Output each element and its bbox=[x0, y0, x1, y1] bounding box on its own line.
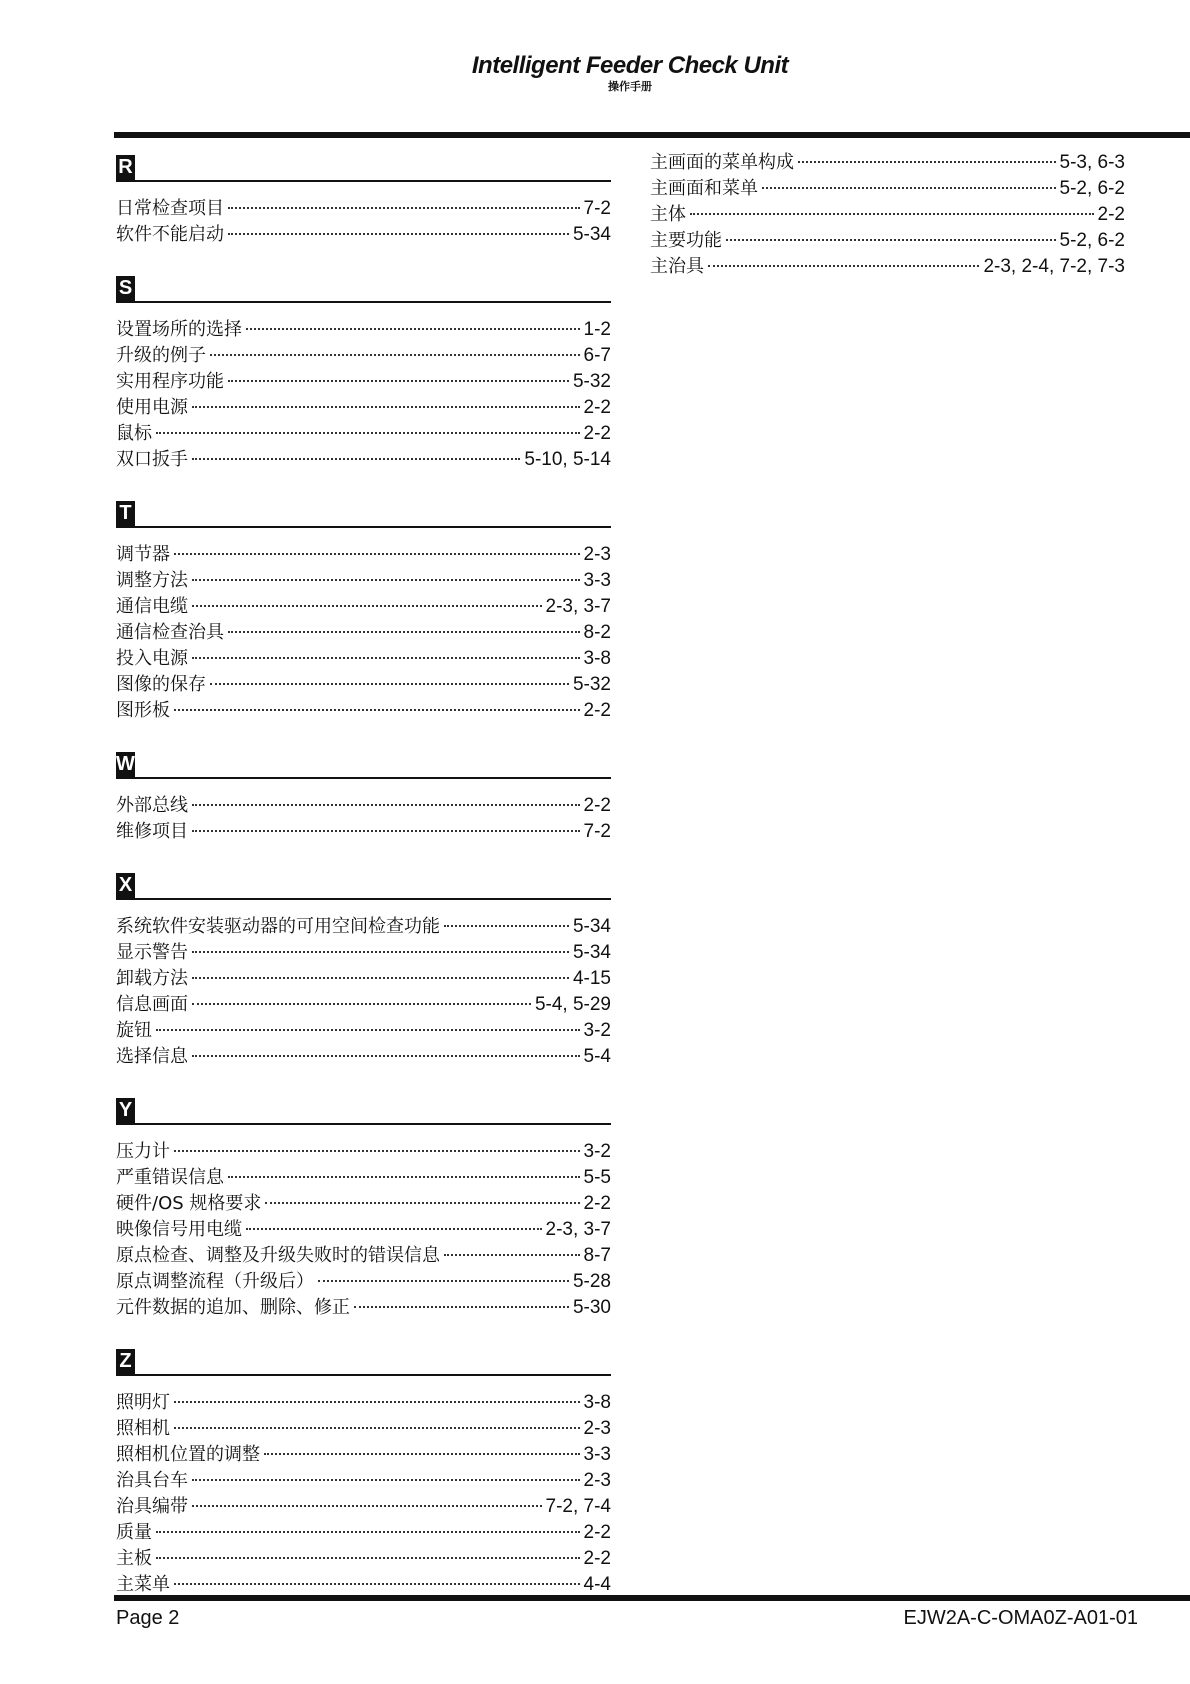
section-letter: T bbox=[116, 501, 135, 526]
dot-leader bbox=[228, 233, 569, 235]
dot-leader bbox=[192, 804, 580, 806]
index-entry bbox=[116, 646, 611, 672]
index-term: 升级的例子 bbox=[116, 345, 206, 366]
index-entry bbox=[116, 819, 611, 845]
index-entry bbox=[116, 698, 611, 724]
index-term: 投入电源 bbox=[116, 648, 188, 669]
dot-leader bbox=[690, 213, 1094, 215]
index-term: 系统软件安装驱动器的可用空间检查功能 bbox=[116, 916, 440, 937]
index-pages: 2-3 bbox=[583, 1418, 611, 1439]
index-entry bbox=[650, 228, 1125, 254]
section-heading bbox=[116, 868, 611, 900]
index-pages: 5-5 bbox=[583, 1167, 611, 1188]
dot-leader bbox=[192, 605, 542, 607]
index-pages: 1-2 bbox=[583, 319, 611, 340]
dot-leader bbox=[174, 709, 580, 711]
dot-leader bbox=[156, 1531, 580, 1533]
index-entry bbox=[650, 202, 1125, 228]
index-section bbox=[116, 1344, 611, 1598]
index-pages: 7-2 bbox=[583, 198, 611, 219]
index-entry bbox=[650, 176, 1125, 202]
dot-leader bbox=[726, 239, 1056, 241]
index-term: 治具台车 bbox=[116, 1470, 188, 1491]
dot-leader bbox=[228, 631, 580, 633]
index-entry bbox=[116, 196, 611, 222]
index-right-column bbox=[650, 150, 1125, 280]
index-pages: 5-4, 5-29 bbox=[534, 994, 611, 1015]
footer-rule bbox=[114, 1595, 1190, 1601]
dot-leader bbox=[174, 1583, 580, 1585]
index-term: 主体 bbox=[650, 204, 686, 225]
index-pages: 2-3, 2-4, 7-2, 7-3 bbox=[983, 256, 1125, 277]
index-section bbox=[116, 1093, 611, 1321]
index-term: 通信检查治具 bbox=[116, 622, 224, 643]
index-term: 卸载方法 bbox=[116, 968, 188, 989]
index-pages: 2-2 bbox=[583, 1522, 611, 1543]
index-term: 维修项目 bbox=[116, 821, 188, 842]
index-pages: 4-15 bbox=[572, 968, 611, 989]
index-entry bbox=[116, 1295, 611, 1321]
index-section bbox=[116, 747, 611, 845]
index-pages: 3-8 bbox=[583, 648, 611, 669]
index-entry bbox=[116, 395, 611, 421]
index-entry bbox=[116, 317, 611, 343]
page-number: Page 2 bbox=[116, 1607, 180, 1629]
index-left-column bbox=[116, 150, 611, 1621]
page-header bbox=[0, 52, 1190, 94]
index-term: 照明灯 bbox=[116, 1392, 170, 1413]
index-term: 质量 bbox=[116, 1522, 152, 1543]
header-rule bbox=[114, 132, 1190, 138]
index-entry bbox=[116, 568, 611, 594]
section-heading bbox=[116, 150, 611, 182]
index-pages: 7-2 bbox=[583, 821, 611, 842]
index-term: 使用电源 bbox=[116, 397, 188, 418]
dot-leader bbox=[192, 579, 580, 581]
index-entry bbox=[116, 369, 611, 395]
index-entry bbox=[116, 1165, 611, 1191]
index-pages: 5-32 bbox=[572, 371, 611, 392]
index-entry bbox=[116, 1139, 611, 1165]
index-pages: 2-2 bbox=[583, 1548, 611, 1569]
index-entry bbox=[116, 620, 611, 646]
document-code: EJW2A-C-OMA0Z-A01-01 bbox=[903, 1607, 1138, 1629]
index-term: 主画面的菜单构成 bbox=[650, 152, 794, 173]
dot-leader bbox=[156, 1029, 580, 1031]
index-section bbox=[116, 496, 611, 724]
index-entry bbox=[116, 421, 611, 447]
index-term: 照相机位置的调整 bbox=[116, 1444, 260, 1465]
index-term: 外部总线 bbox=[116, 795, 188, 816]
index-pages: 2-2 bbox=[583, 423, 611, 444]
index-pages: 5-34 bbox=[572, 224, 611, 245]
index-pages: 3-2 bbox=[583, 1020, 611, 1041]
index-term: 原点检查、调整及升级失败时的错误信息 bbox=[116, 1245, 440, 1266]
index-entry bbox=[116, 343, 611, 369]
index-term: 旋钮 bbox=[116, 1020, 152, 1041]
index-entry bbox=[116, 1217, 611, 1243]
index-entry bbox=[116, 1520, 611, 1546]
dot-leader bbox=[708, 265, 979, 267]
dot-leader bbox=[156, 1557, 580, 1559]
index-pages: 5-2, 6-2 bbox=[1059, 230, 1125, 251]
dot-leader bbox=[246, 1228, 542, 1230]
dot-leader bbox=[798, 161, 1056, 163]
index-term: 元件数据的追加、删除、修正 bbox=[116, 1297, 350, 1318]
index-entry bbox=[116, 1416, 611, 1442]
dot-leader bbox=[192, 830, 580, 832]
index-pages: 2-3, 3-7 bbox=[545, 596, 611, 617]
index-pages: 8-2 bbox=[583, 622, 611, 643]
section-heading bbox=[116, 1344, 611, 1376]
index-term: 鼠标 bbox=[116, 423, 152, 444]
index-term: 主画面和菜单 bbox=[650, 178, 758, 199]
index-term: 信息画面 bbox=[116, 994, 188, 1015]
index-pages: 5-10, 5-14 bbox=[524, 449, 611, 470]
index-term: 通信电缆 bbox=[116, 596, 188, 617]
section-letter: Y bbox=[116, 1098, 135, 1123]
dot-leader bbox=[265, 1202, 579, 1204]
index-term: 压力计 bbox=[116, 1141, 170, 1162]
index-pages: 5-30 bbox=[572, 1297, 611, 1318]
dot-leader bbox=[192, 951, 569, 953]
index-entry bbox=[116, 447, 611, 473]
index-term: 原点调整流程（升级后） bbox=[116, 1271, 314, 1292]
index-entry bbox=[116, 1191, 611, 1217]
dot-leader bbox=[192, 1479, 580, 1481]
dot-leader bbox=[192, 1505, 542, 1507]
section-letter: R bbox=[116, 155, 135, 180]
index-pages: 8-7 bbox=[583, 1245, 611, 1266]
index-pages: 5-34 bbox=[572, 942, 611, 963]
index-term: 照相机 bbox=[116, 1418, 170, 1439]
index-entry bbox=[116, 594, 611, 620]
dot-leader bbox=[174, 1427, 580, 1429]
index-pages: 2-2 bbox=[1097, 204, 1125, 225]
index-term: 硬件/OS 规格要求 bbox=[116, 1193, 262, 1214]
index-term: 实用程序功能 bbox=[116, 371, 224, 392]
index-pages: 3-3 bbox=[583, 1444, 611, 1465]
index-entry bbox=[116, 672, 611, 698]
index-pages: 3-2 bbox=[583, 1141, 611, 1162]
dot-leader bbox=[264, 1453, 580, 1455]
index-pages: 2-2 bbox=[583, 397, 611, 418]
index-pages: 5-32 bbox=[572, 674, 611, 695]
index-term: 设置场所的选择 bbox=[116, 319, 242, 340]
index-entry bbox=[116, 542, 611, 568]
index-pages: 2-2 bbox=[583, 700, 611, 721]
index-pages: 3-3 bbox=[583, 570, 611, 591]
dot-leader bbox=[192, 1003, 531, 1005]
manual-subtitle: 操作手册 bbox=[608, 80, 652, 93]
dot-leader bbox=[228, 1176, 580, 1178]
dot-leader bbox=[192, 657, 580, 659]
dot-leader bbox=[354, 1306, 569, 1308]
section-heading bbox=[116, 747, 611, 779]
index-entry bbox=[116, 793, 611, 819]
index-pages: 6-7 bbox=[583, 345, 611, 366]
index-entry bbox=[116, 1468, 611, 1494]
index-term: 显示警告 bbox=[116, 942, 188, 963]
index-term: 图形板 bbox=[116, 700, 170, 721]
index-entry bbox=[116, 1243, 611, 1269]
index-entry bbox=[116, 1546, 611, 1572]
section-letter: S bbox=[116, 276, 135, 301]
dot-leader bbox=[174, 1150, 580, 1152]
index-pages: 2-3 bbox=[583, 544, 611, 565]
index-term: 选择信息 bbox=[116, 1046, 188, 1067]
dot-leader bbox=[228, 207, 580, 209]
index-entry bbox=[116, 222, 611, 248]
index-section bbox=[116, 271, 611, 473]
index-entry bbox=[116, 1390, 611, 1416]
index-entry bbox=[650, 150, 1125, 176]
index-section bbox=[116, 150, 611, 248]
manual-title: Intelligent Feeder Check Unit bbox=[471, 52, 789, 79]
dot-leader bbox=[156, 432, 580, 434]
index-entry bbox=[116, 992, 611, 1018]
index-entry bbox=[116, 966, 611, 992]
dot-leader bbox=[444, 925, 569, 927]
dot-leader bbox=[246, 328, 580, 330]
dot-leader bbox=[174, 1401, 580, 1403]
index-pages: 2-2 bbox=[583, 1193, 611, 1214]
index-entry bbox=[116, 1269, 611, 1295]
index-entry bbox=[116, 1442, 611, 1468]
index-term: 映像信号用电缆 bbox=[116, 1219, 242, 1240]
dot-leader bbox=[210, 683, 569, 685]
index-entry bbox=[116, 1018, 611, 1044]
index-pages: 5-2, 6-2 bbox=[1059, 178, 1125, 199]
index-pages: 5-4 bbox=[583, 1046, 611, 1067]
section-letter: W bbox=[116, 753, 135, 775]
index-term: 主要功能 bbox=[650, 230, 722, 251]
index-term: 主治具 bbox=[650, 256, 704, 277]
index-pages: 7-2, 7-4 bbox=[545, 1496, 611, 1517]
dot-leader bbox=[192, 1055, 580, 1057]
index-term: 调整方法 bbox=[116, 570, 188, 591]
dot-leader bbox=[192, 458, 520, 460]
index-term: 图像的保存 bbox=[116, 674, 206, 695]
index-term: 严重错误信息 bbox=[116, 1167, 224, 1188]
section-letter: X bbox=[116, 873, 135, 898]
index-pages: 2-3, 3-7 bbox=[545, 1219, 611, 1240]
index-entry bbox=[116, 1494, 611, 1520]
section-heading bbox=[116, 271, 611, 303]
index-term: 日常检查项目 bbox=[116, 198, 224, 219]
index-entry bbox=[116, 914, 611, 940]
dot-leader bbox=[210, 354, 580, 356]
index-term: 调节器 bbox=[116, 544, 170, 565]
index-pages: 5-34 bbox=[572, 916, 611, 937]
index-term: 主菜单 bbox=[116, 1574, 170, 1595]
section-heading bbox=[116, 1093, 611, 1125]
dot-leader bbox=[762, 187, 1056, 189]
index-term: 主板 bbox=[116, 1548, 152, 1569]
index-pages: 5-3, 6-3 bbox=[1059, 152, 1125, 173]
index-section bbox=[116, 868, 611, 1070]
index-entry bbox=[650, 254, 1125, 280]
index-pages: 2-3 bbox=[583, 1470, 611, 1491]
index-pages: 4-4 bbox=[583, 1574, 611, 1595]
index-pages: 5-28 bbox=[572, 1271, 611, 1292]
index-pages: 2-2 bbox=[583, 795, 611, 816]
dot-leader bbox=[444, 1254, 580, 1256]
index-term: 双口扳手 bbox=[116, 449, 188, 470]
index-entry bbox=[116, 940, 611, 966]
dot-leader bbox=[228, 380, 569, 382]
dot-leader bbox=[318, 1280, 569, 1282]
section-letter: Z bbox=[116, 1349, 135, 1374]
section-heading bbox=[116, 496, 611, 528]
index-entry bbox=[116, 1044, 611, 1070]
dot-leader bbox=[192, 406, 580, 408]
index-pages: 3-8 bbox=[583, 1392, 611, 1413]
index-term: 软件不能启动 bbox=[116, 224, 224, 245]
index-term: 治具编带 bbox=[116, 1496, 188, 1517]
dot-leader bbox=[174, 553, 580, 555]
dot-leader bbox=[192, 977, 569, 979]
